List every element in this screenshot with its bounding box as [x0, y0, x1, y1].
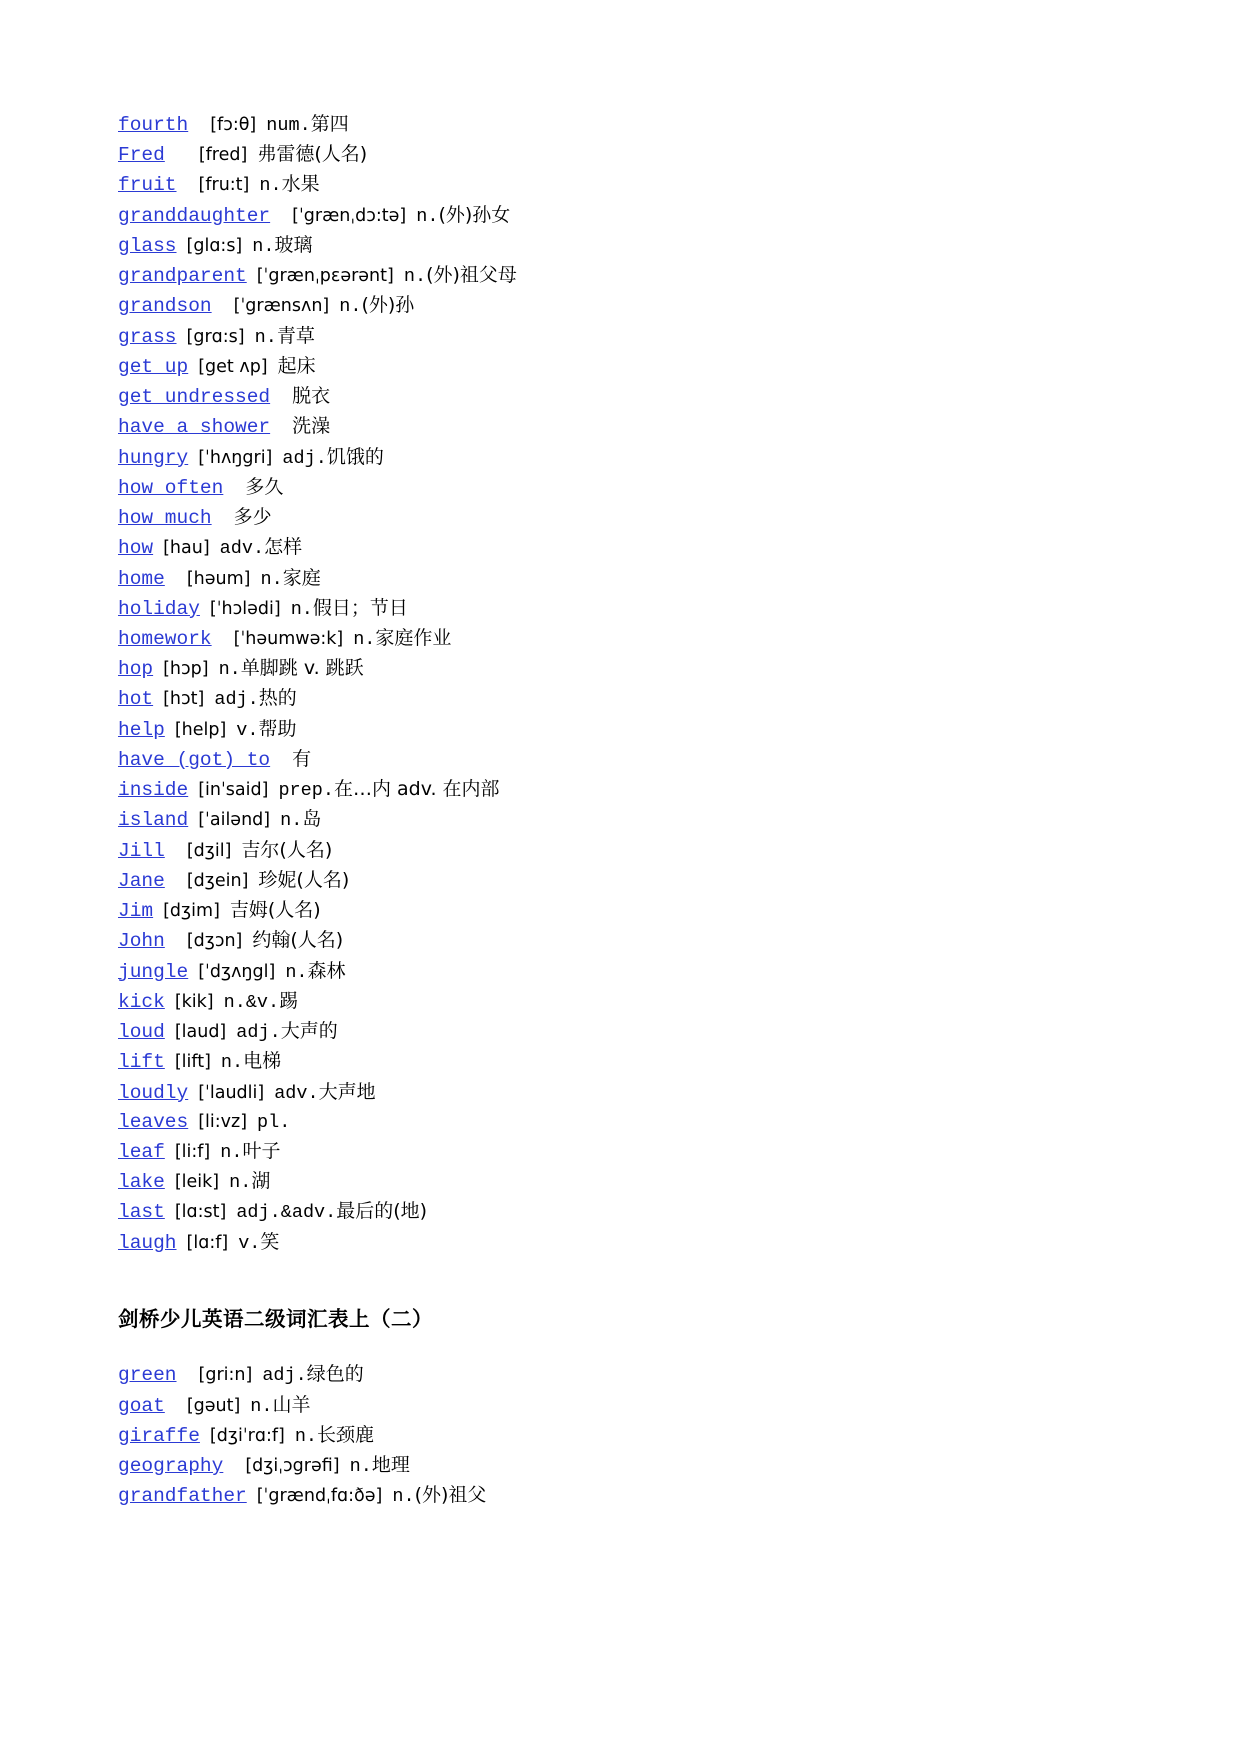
entry-translation: 假日；节日 [312, 596, 408, 619]
entry-translation: 饥饿的 [326, 445, 384, 468]
entry-part-of-speech: n. [218, 659, 241, 681]
entry-phonetic: [hau] [163, 538, 210, 559]
entry-phonetic: [ˈgrænsʌn] [233, 296, 330, 317]
vocabulary-entry [118, 1019, 1118, 1046]
entry-translation: 家庭 [282, 566, 321, 589]
vocabulary-entry [118, 1110, 1118, 1136]
section-heading: 剑桥少儿英语二级词汇表上（二） [118, 1307, 433, 1332]
entry-word[interactable]: last [118, 1201, 165, 1224]
entry-part-of-speech: adj. [282, 447, 327, 469]
entry-phonetic: [ˈhɔlədi] [209, 598, 281, 619]
entry-word[interactable]: laugh [118, 1231, 177, 1254]
entry-word[interactable]: geography [118, 1455, 224, 1478]
vocabulary-entry [118, 112, 1118, 139]
entry-phonetic: [li:vz] [198, 1111, 248, 1132]
entry-translation: 多久 [245, 475, 284, 498]
entry-part-of-speech: n. [285, 961, 308, 983]
entry-part-of-speech: prep. [278, 780, 334, 802]
vocabulary-entry [118, 1483, 1118, 1510]
entry-part-of-speech: adj. [236, 1022, 281, 1044]
vocabulary-entry [118, 475, 1118, 502]
entry-word[interactable]: home [118, 567, 165, 590]
entry-word[interactable]: have a shower [118, 416, 271, 439]
entry-translation: 第四 [310, 113, 349, 135]
entry-phonetic: [ˈgrænˌpɛərənt] [256, 266, 394, 287]
vocabulary-entry [118, 324, 1118, 351]
entry-translation: 珍妮(人名) [258, 868, 350, 891]
entry-translation: 玻璃 [274, 233, 313, 256]
entry-part-of-speech: adj. [262, 1365, 307, 1387]
vocabulary-entry [118, 928, 1118, 955]
entry-translation: 怎样 [264, 536, 303, 559]
entry-phonetic: [ˈgrænˌdɔ:tə] [292, 205, 407, 226]
entry-phonetic: [gəut] [186, 1395, 241, 1416]
entry-word[interactable]: fruit [118, 174, 177, 197]
entry-phonetic: [leik] [174, 1172, 220, 1193]
entry-part-of-speech: n. [280, 810, 303, 832]
vocabulary-entry [118, 1169, 1118, 1196]
vocabulary-entry [118, 596, 1118, 623]
vocabulary-entry [118, 1423, 1118, 1450]
entry-word[interactable]: homework [118, 627, 212, 650]
entry-part-of-speech: adv. [274, 1082, 319, 1104]
entry-translation: 在…内 adv. 在内部 [333, 778, 500, 801]
vocabulary-entry [118, 535, 1118, 562]
entry-phonetic: [laud] [174, 1022, 227, 1043]
entry-translation: 单脚跳 v. 跳跃 [240, 657, 364, 680]
entry-translation: 大声地 [318, 1080, 376, 1103]
entry-word[interactable]: grandparent [118, 265, 247, 288]
entry-part-of-speech: v. [236, 719, 259, 741]
entry-word[interactable]: John [118, 930, 165, 953]
vocabulary-entry [118, 717, 1118, 744]
entry-phonetic: [lift] [174, 1052, 211, 1073]
entry-part-of-speech: n. [294, 1425, 318, 1447]
vocabulary-entry [118, 233, 1118, 260]
entry-phonetic: [kik] [174, 991, 214, 1012]
entry-word[interactable]: help [118, 718, 165, 741]
entry-word[interactable]: hop [118, 658, 154, 681]
vocabulary-entry [118, 959, 1118, 986]
entry-translation: (外)祖父母 [426, 264, 517, 287]
entry-translation: 约翰(人名) [252, 929, 344, 952]
entry-part-of-speech: n. [252, 235, 275, 257]
entry-translation: 最后的(地) [336, 1200, 428, 1223]
vocabulary-entry [118, 1453, 1118, 1480]
entry-word[interactable]: grass [118, 325, 177, 348]
entry-word[interactable]: how much [118, 507, 212, 530]
entry-translation: 起床 [277, 354, 316, 377]
entry-phonetic: [dʒiˈrɑ:f] [209, 1425, 285, 1446]
entry-word[interactable]: how often [118, 476, 224, 499]
vocabulary-entry [118, 1230, 1118, 1257]
entry-phonetic: [ˈhəumwə:k] [233, 628, 344, 649]
entry-translation: 湖 [251, 1170, 271, 1193]
entry-phonetic: [fɔ:θ] [210, 115, 257, 135]
entry-word[interactable]: holiday [118, 597, 200, 620]
entry-word[interactable]: get undressed [118, 386, 271, 409]
entry-word[interactable]: island [118, 809, 189, 832]
entry-translation: 森林 [307, 959, 346, 982]
vocabulary-entry [118, 203, 1118, 230]
vocabulary-entry [118, 807, 1118, 834]
entry-phonetic: [ˈgrændˌfɑ:ðə] [256, 1486, 383, 1507]
entry-phonetic: [fred] [198, 145, 248, 166]
entry-phonetic: [grɑ:s] [186, 326, 245, 347]
vocabulary-entry [118, 263, 1118, 290]
entry-phonetic: [dʒein] [186, 870, 249, 891]
entry-phonetic: [dʒɔn] [186, 931, 243, 952]
entry-part-of-speech: n. [229, 1172, 252, 1194]
entry-word[interactable]: fourth [118, 114, 189, 136]
entry-translation: 吉尔(人名) [241, 838, 333, 861]
entry-part-of-speech: adj. [214, 689, 259, 711]
entry-translation: 有 [292, 747, 312, 770]
vocabulary-entry [118, 1199, 1118, 1226]
vocabulary-list-part-two [118, 1362, 1118, 1510]
entry-word[interactable]: loudly [118, 1081, 189, 1104]
vocabulary-entry [118, 777, 1118, 804]
entry-word[interactable]: how [118, 537, 154, 560]
entry-word[interactable]: goat [118, 1394, 165, 1417]
entry-word[interactable]: kick [118, 990, 165, 1013]
vocabulary-list-part-one [118, 112, 1118, 1256]
entry-translation: 帮助 [258, 717, 297, 740]
vocabulary-entry [118, 686, 1118, 713]
vocabulary-entry [118, 1139, 1118, 1166]
entry-part-of-speech: n. [392, 1486, 415, 1508]
vocabulary-entry [118, 445, 1118, 472]
vocabulary-entry [118, 838, 1118, 865]
entry-translation: 笑 [260, 1230, 280, 1253]
entry-translation: 地理 [371, 1454, 410, 1477]
entry-part-of-speech: num. [266, 115, 311, 136]
entry-word[interactable]: loud [118, 1021, 165, 1044]
entry-word[interactable]: lake [118, 1171, 165, 1194]
entry-translation: 家庭作业 [375, 626, 452, 649]
entry-phonetic: [fru:t] [198, 175, 250, 196]
vocabulary-entry [118, 566, 1118, 593]
vocabulary-content [118, 112, 1118, 1514]
entry-phonetic: [hɔp] [163, 659, 209, 680]
entry-translation: 长颈鹿 [317, 1423, 375, 1446]
entry-word[interactable]: have (got) to [118, 748, 271, 771]
entry-phonetic: [get ʌp] [198, 356, 268, 377]
entry-part-of-speech: n. [349, 1456, 372, 1478]
entry-part-of-speech: n. [416, 205, 439, 227]
entry-phonetic: [dʒil] [186, 840, 232, 861]
entry-word[interactable]: leaf [118, 1140, 165, 1163]
entry-translation: (外)孙 [361, 294, 415, 317]
entry-translation: 踢 [279, 989, 299, 1012]
vocabulary-entry [118, 868, 1118, 895]
entry-phonetic: [glɑ:s] [186, 235, 243, 256]
entry-translation: 绿色的 [306, 1363, 364, 1386]
entry-word[interactable]: inside [118, 779, 189, 802]
entry-translation: 吉姆(人名) [229, 899, 321, 922]
entry-part-of-speech: v. [238, 1232, 261, 1254]
entry-word[interactable]: Jane [118, 869, 165, 892]
entry-translation: 热的 [258, 687, 297, 710]
vocabulary-entry [118, 898, 1118, 925]
entry-part-of-speech: n. [260, 568, 283, 590]
entry-phonetic: [ˈailənd] [198, 810, 271, 831]
entry-phonetic: [ˈlaudli] [198, 1082, 265, 1103]
entry-word[interactable]: lift [118, 1051, 165, 1074]
entry-part-of-speech: adv. [219, 538, 265, 560]
entry-translation: 洗澡 [292, 415, 331, 438]
entry-translation: 叶子 [242, 1139, 281, 1162]
vocabulary-entry [118, 414, 1118, 441]
entry-translation: 青草 [276, 324, 315, 347]
entry-translation: 水果 [281, 173, 320, 196]
entry-part-of-speech: n. [353, 628, 376, 650]
entry-word[interactable]: glass [118, 234, 177, 257]
entry-phonetic: [help] [174, 719, 227, 740]
entry-word[interactable]: grandson [118, 295, 212, 318]
vocabulary-entry [118, 656, 1118, 683]
entry-phonetic: [hɔt] [163, 689, 205, 710]
entry-word[interactable]: Fred [118, 144, 165, 167]
entry-part-of-speech: n. [220, 1052, 244, 1074]
entry-word[interactable]: granddaughter [118, 204, 271, 227]
entry-part-of-speech: n.&v. [223, 991, 280, 1013]
vocabulary-entry [118, 505, 1118, 532]
vocabulary-entry [118, 1049, 1118, 1076]
entry-word[interactable]: hungry [118, 446, 189, 469]
vocabulary-entry [118, 1393, 1118, 1420]
vocabulary-entry [118, 354, 1118, 381]
entry-phonetic: [ˈhʌŋgri] [198, 447, 273, 468]
vocabulary-entry [118, 293, 1118, 320]
vocabulary-entry [118, 989, 1118, 1016]
entry-part-of-speech: n. [403, 266, 427, 288]
entry-phonetic: [dʒiˌɔgrəfi] [245, 1456, 340, 1477]
entry-word[interactable]: green [118, 1364, 177, 1387]
entry-translation: 电梯 [243, 1050, 282, 1073]
vocabulary-entry [118, 747, 1118, 774]
entry-translation: 岛 [302, 808, 322, 831]
vocabulary-entry [118, 626, 1118, 653]
entry-word[interactable]: hot [118, 688, 154, 711]
vocabulary-entry [118, 1362, 1118, 1389]
entry-translation: 大声的 [280, 1020, 338, 1043]
entry-translation: (外)祖父 [414, 1484, 487, 1507]
entry-part-of-speech: n. [259, 175, 282, 197]
entry-word[interactable]: giraffe [118, 1424, 200, 1447]
vocabulary-entry [118, 1080, 1118, 1107]
vocabulary-entry [118, 384, 1118, 411]
entry-word[interactable]: Jim [118, 900, 154, 923]
entry-translation: 脱衣 [292, 385, 331, 408]
entry-part-of-speech: n. [339, 296, 362, 318]
entry-word[interactable]: jungle [118, 960, 189, 983]
vocabulary-entry [118, 142, 1118, 169]
entry-phonetic: [li:f] [174, 1141, 211, 1162]
entry-phonetic: [həum] [186, 568, 251, 589]
entry-phonetic: [dʒim] [163, 901, 220, 922]
entry-phonetic: [lɑ:f] [186, 1232, 229, 1253]
entry-word[interactable]: grandfather [118, 1485, 247, 1508]
entry-translation: 弗雷德(人名) [257, 143, 368, 166]
entry-phonetic: [lɑ:st] [174, 1202, 227, 1223]
entry-part-of-speech: pl. [257, 1111, 291, 1133]
vocabulary-entry [118, 172, 1118, 199]
entry-part-of-speech: n. [290, 598, 313, 620]
entry-phonetic: [gri:n] [198, 1365, 253, 1386]
entry-phonetic: [inˈsaid] [198, 780, 269, 801]
entry-translation: 多少 [233, 506, 272, 529]
entry-part-of-speech: n. [254, 326, 277, 348]
entry-word[interactable]: get up [118, 355, 189, 378]
entry-part-of-speech: n. [220, 1141, 243, 1163]
entry-word[interactable]: Jill [118, 839, 165, 862]
entry-part-of-speech: n. [250, 1395, 273, 1417]
entry-part-of-speech: adj.&adv. [236, 1202, 337, 1224]
entry-translation: (外)孙女 [438, 203, 511, 226]
entry-phonetic: [ˈdʒʌŋgl] [198, 961, 276, 982]
entry-word[interactable]: leaves [118, 1110, 189, 1133]
entry-translation: 山羊 [272, 1393, 311, 1416]
